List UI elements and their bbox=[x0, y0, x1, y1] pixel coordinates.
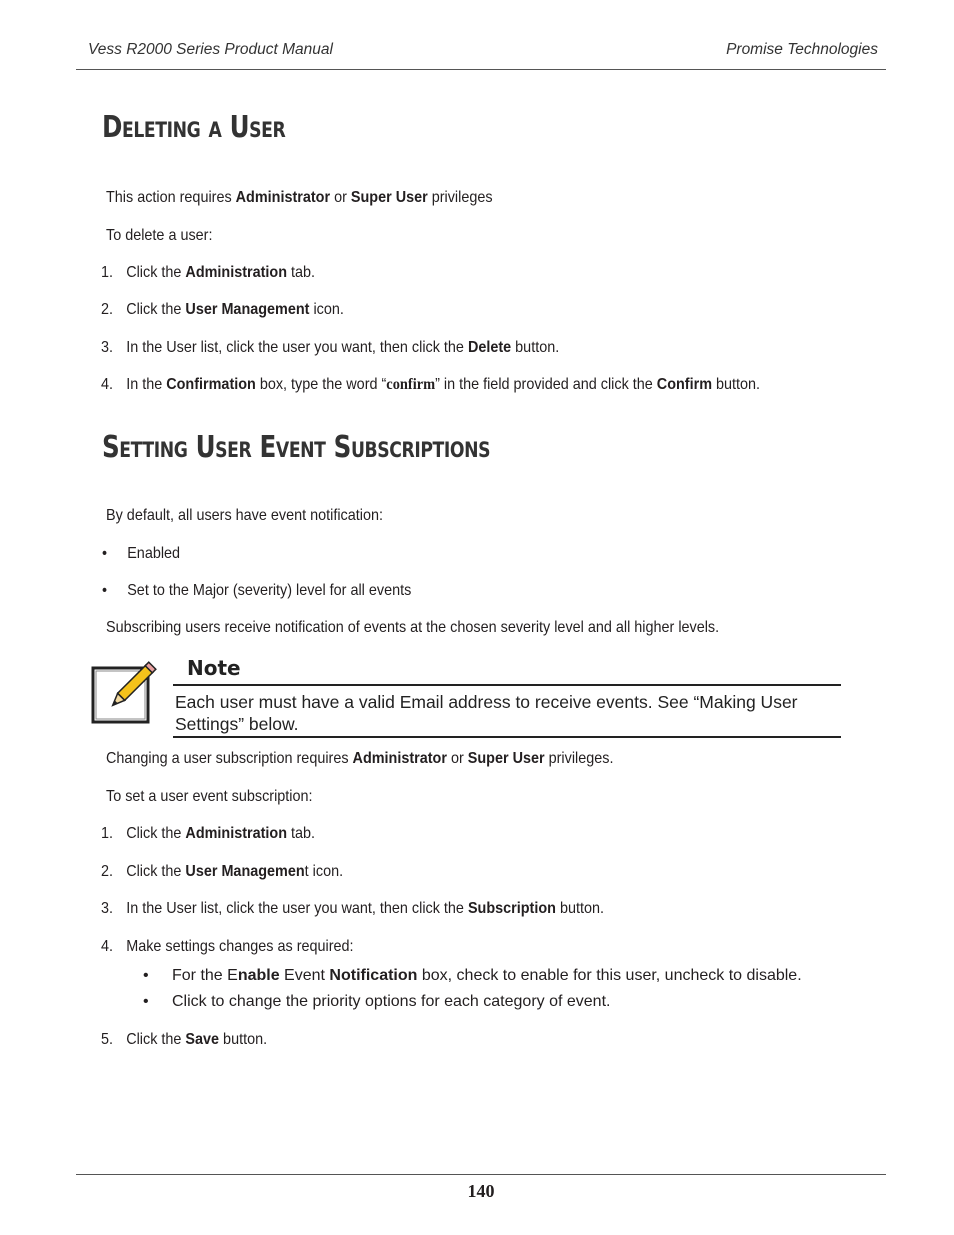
sub-list-item: • For the Enable Event Notification box, check to enable for this user, uncheck to disable. bbox=[143, 967, 802, 984]
intro-text: To delete a user: bbox=[106, 227, 213, 244]
manual-title: Vess R2000 Series Product Manual bbox=[88, 41, 333, 58]
section-title-event-subscriptions: Setting User Event Subscriptions bbox=[102, 430, 491, 465]
privileges-text: This action requires Administrator or Super User privileges bbox=[106, 189, 493, 206]
note-box bbox=[173, 684, 841, 738]
section-title-deleting-user: Deleting a User bbox=[102, 110, 286, 145]
list-item: • Set to the Major (severity) level for all events bbox=[102, 582, 412, 599]
pencil-note-icon bbox=[90, 660, 158, 726]
list-item: 2. Click the User Management icon. bbox=[101, 863, 344, 880]
note-text: Each user must have a valid Email address to receive events. See “Making User Settings” below. bbox=[175, 692, 798, 734]
subscribing-text: Subscribing users receive notification of events at the chosen severity level and all higher levels. bbox=[106, 619, 720, 636]
company-name: Promise Technologies bbox=[726, 41, 878, 58]
intro-text: To set a user event subscription: bbox=[106, 788, 313, 805]
list-item: 3. In the User list, click the user you want, then click the Delete button. bbox=[101, 339, 560, 356]
intro-text: By default, all users have event notification: bbox=[106, 507, 383, 524]
sub-list-item: • Click to change the priority options for each category of event. bbox=[143, 993, 611, 1010]
footer-divider bbox=[76, 1174, 886, 1175]
page-header bbox=[76, 40, 886, 70]
list-item: 1. Click the Administration tab. bbox=[101, 264, 316, 281]
privileges-text: Changing a user subscription requires Administrator or Super User privileges. bbox=[106, 750, 614, 767]
list-item: • Enabled bbox=[102, 545, 181, 562]
list-item: 2. Click the User Management icon. bbox=[101, 301, 344, 318]
list-item: 4. Make settings changes as required: bbox=[101, 938, 354, 955]
page-number: 140 bbox=[467, 1181, 495, 1201]
note-title: Note bbox=[187, 656, 241, 680]
list-item: 3. In the User list, click the user you want, then click the Subscription button. bbox=[101, 900, 604, 917]
list-item: 5. Click the Save button. bbox=[101, 1031, 268, 1048]
list-item: 4. In the Confirmation box, type the word “confirm” in the field provided and click the Confirm button. bbox=[101, 376, 761, 393]
list-item: 1. Click the Administration tab. bbox=[101, 825, 316, 842]
